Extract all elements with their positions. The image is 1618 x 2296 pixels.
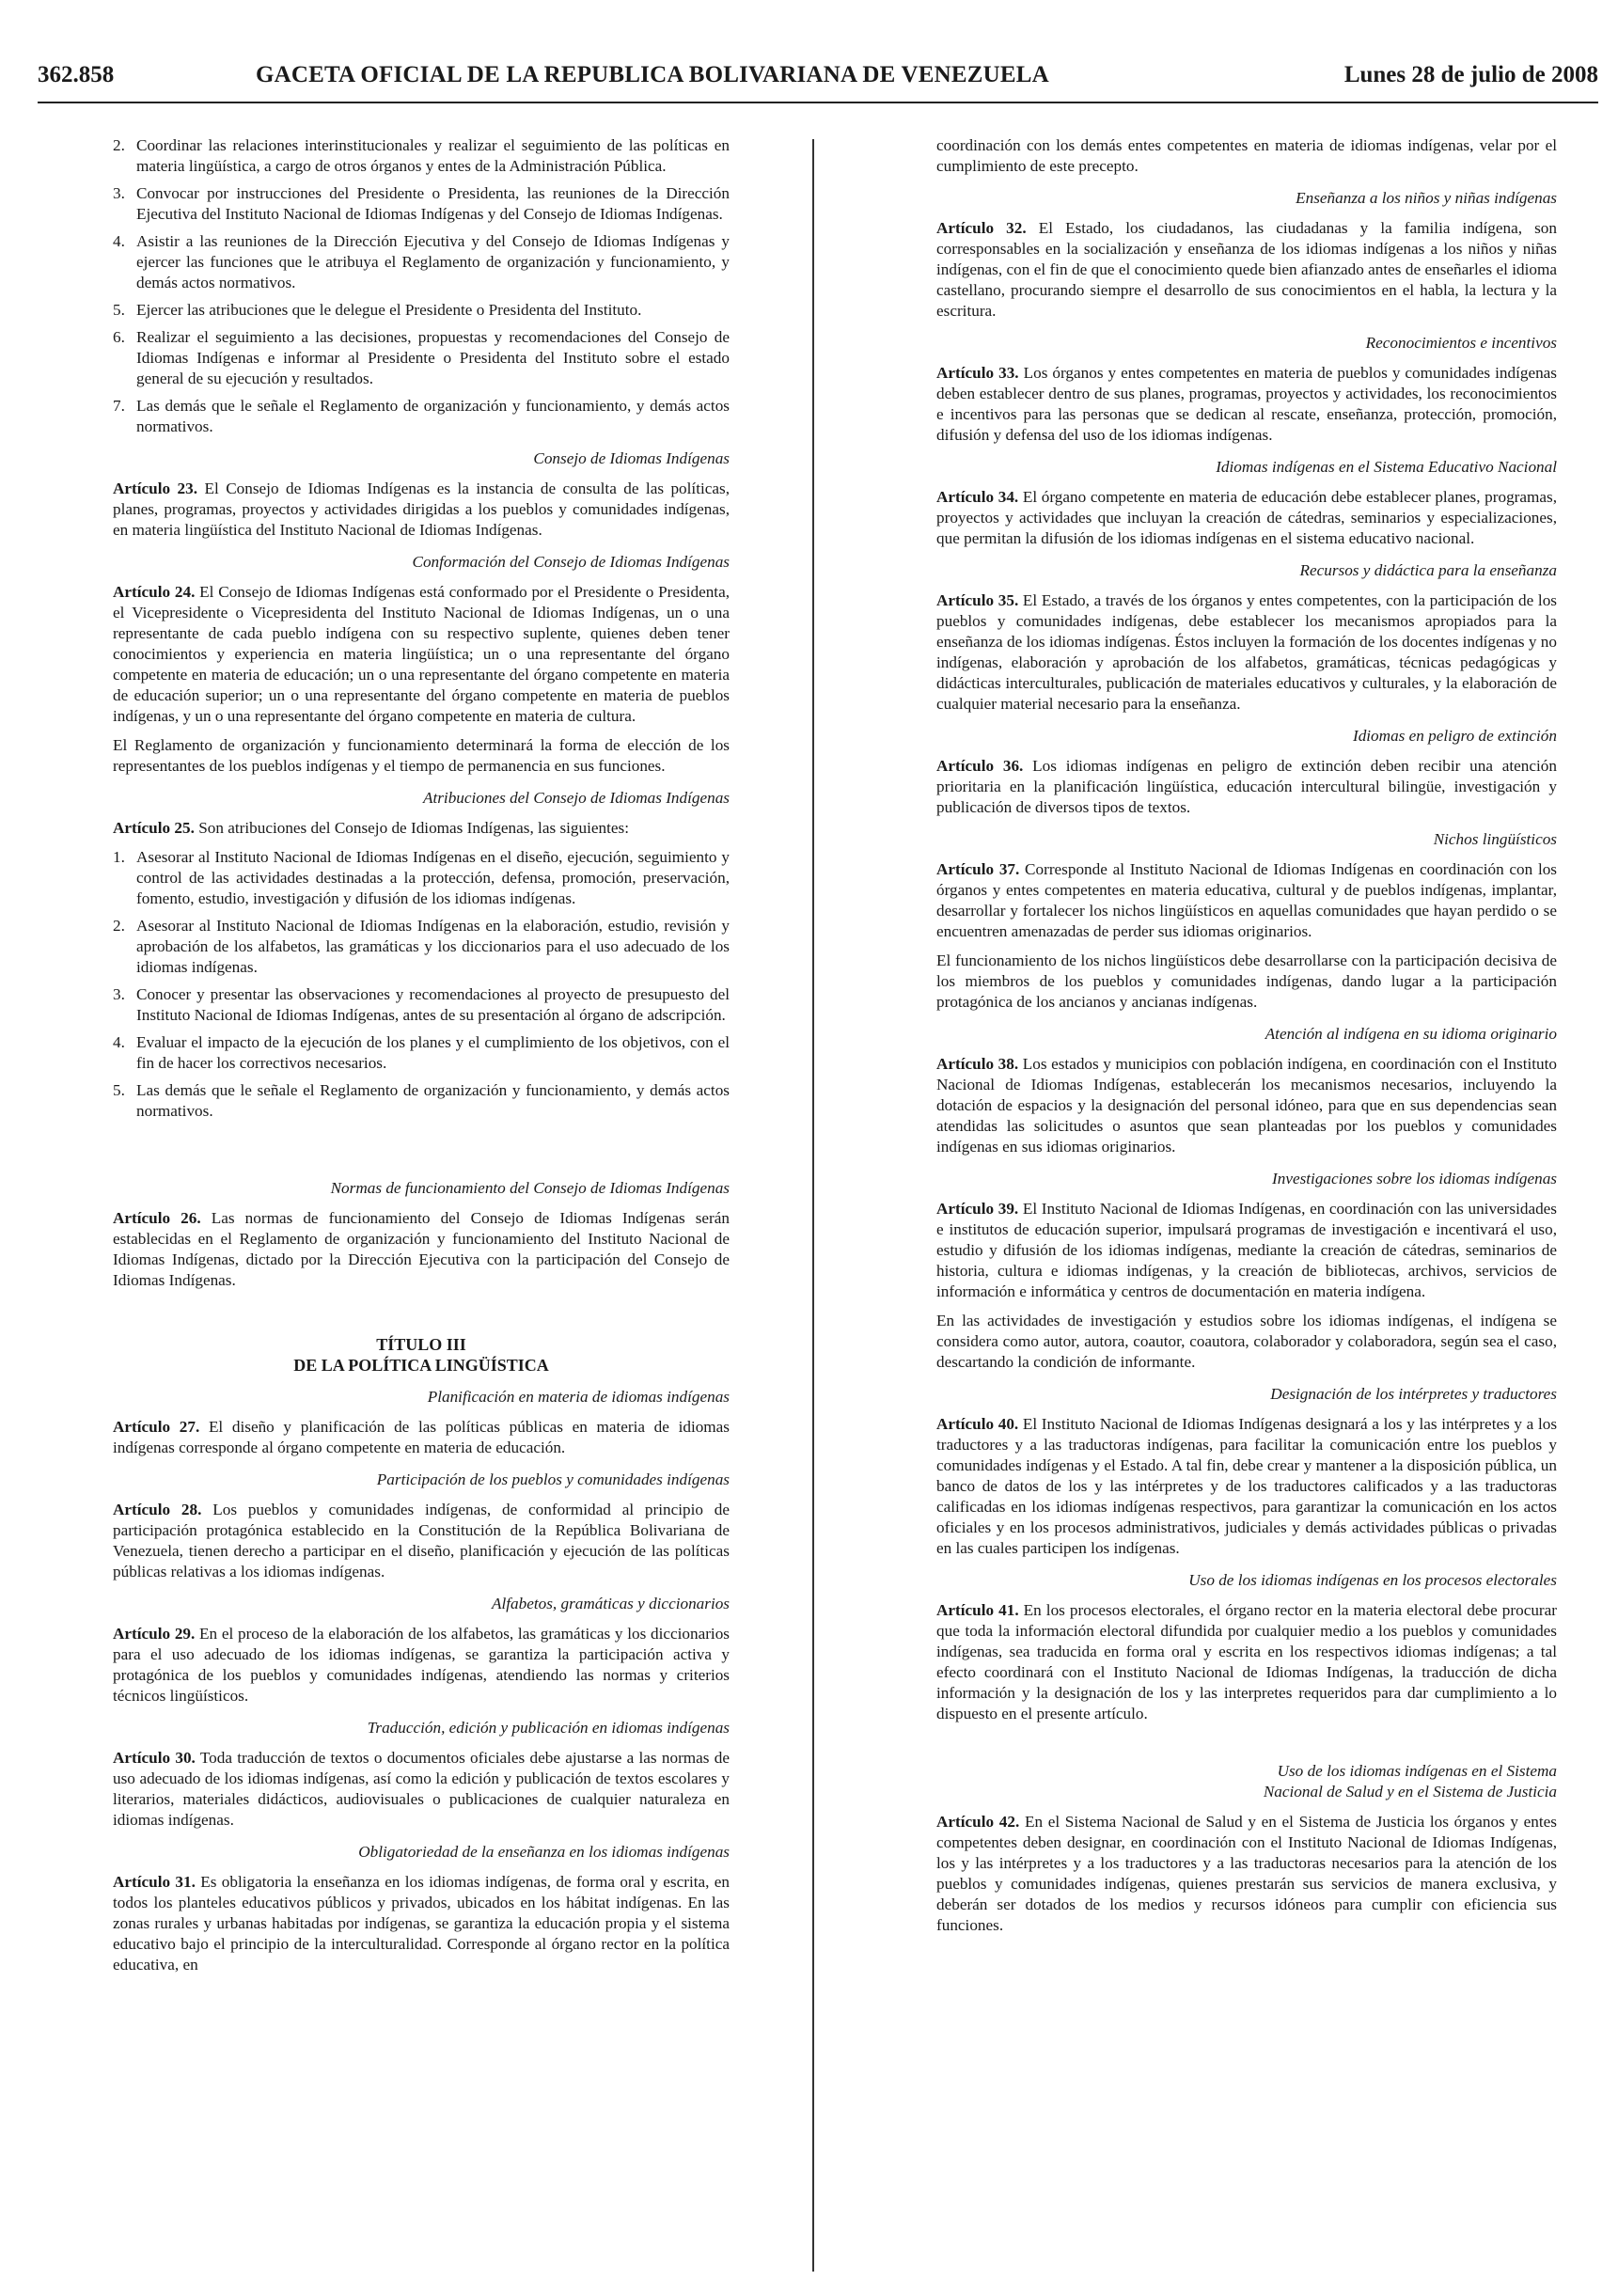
article-26: Artículo 26. Las normas de funcionamiento del Consejo de Idiomas Indígenas serán establecidas en el Reglamento de organización y funcionamiento del Instituto Nacional de Idiomas Indígenas, dictado por la Dirección Ejecutiva con la participación del Consejo de Idiomas Indígenas. xyxy=(113,1209,730,1289)
article-40: Artículo 40. El Instituto Nacional de Idiomas Indígenas designará a los y las intérpretes y a los traductores y a las traductoras indígenas, para facilitar la comunicación entre los pueblos y comunidades indígenas y el Estado. A tal fin, debe crear y mantener a la disposición pública, un banco de datos de los y las intérpretes y de los traductores calificados y a las traductoras calificadas en los idiomas indígenas respectivos, para garantizar la comunicación en los actos oficiales y en los procesos administrativos, judiciales y demás actividades públicas o privadas en las cuales participen los indígenas. xyxy=(936,1415,1558,1557)
article-37: Artículo 37. Corresponde al Instituto Nacional de Idiomas Indígenas en coordinación con los órganos y entes competentes en materia educativa, cultural y de pueblos indígenas, implantar, desarrollar y fortalecer los nichos lingüísticos en aquellas comunidades que hayan perdido o se encuentren amenazadas de perder sus idiomas originarios. xyxy=(936,860,1557,940)
article-38: Artículo 38. Los estados y municipios con población indígena, en coordinación con el Instituto Nacional de Idiomas Indígenas, establecerán los mecanismos necesarios, incluyendo la dotación de espacios y la designación del personal idóneo, para que en sus dependencias sean atendidas las solicitudes o asuntos que sean planteadas por los pueblos y comunidades indígenas en sus idiomas originarios. xyxy=(936,1055,1557,1156)
column-divider xyxy=(812,139,814,2272)
list-item: 2. Coordinar las relaciones interinstitucionales y realizar el seguimiento de las políticas en materia lingüística, a cargo de otros órganos y entes de la Administración Pública. xyxy=(113,136,730,175)
article-30: Artículo 30. Toda traducción de textos o documentos oficiales debe ajustarse a las normas de uso adecuado de los idiomas indígenas, así como la edición y publicación de textos escolares y literarios, materiales didácticos, audiovisuales o publicaciones de cualquier naturaleza en idiomas indígenas. xyxy=(113,1749,730,1829)
section-heading: Uso de los idiomas indígenas en los procesos electorales xyxy=(1188,1571,1557,1589)
title-number: TÍTULO III xyxy=(376,1335,466,1354)
article-39-paragraph: En las actividades de investigación y estudios sobre los idiomas indígenas, el indígena se considera como autor, autora, coautor, coautora, colaborador y colaboradora, según sea el caso, descartando la condición de informante. xyxy=(936,1312,1557,1371)
section-heading: Alfabetos, gramáticas y diccionarios xyxy=(491,1595,730,1612)
article-25: Artículo 25. Son atribuciones del Consejo de Idiomas Indígenas, las siguientes: xyxy=(113,819,629,837)
section-heading: Consejo de Idiomas Indígenas xyxy=(533,449,730,467)
section-heading: Atribuciones del Consejo de Idiomas Indígenas xyxy=(422,789,730,807)
list-item: 5. Ejercer las atribuciones que le delegue el Presidente o Presidenta del Instituto. xyxy=(113,301,642,319)
section-heading: Designación de los intérpretes y traductores xyxy=(1270,1385,1557,1403)
article-41: Artículo 41. En los procesos electorales, el órgano rector en la materia electoral debe procurar que toda la información electoral difundida por cualquier medio a los pueblos y comunidades indígenas, sea traducida en forma oral y escrita en los respectivos idiomas indígenas; a tal efecto coordinará con el Instituto Nacional de Idiomas Indígenas, la traducción de dicha información y la designación de los y las interpretes requeridos para dar cumplimiento a lo dispuesto en el presente artículo. xyxy=(936,1601,1557,1722)
article-28: Artículo 28. Los pueblos y comunidades indígenas, de conformidad al principio de participación protagónica establecido en la Constitución de la República Bolivariana de Venezuela, tienen derecho a participar en el diseño, planificación y ejecución de las políticas públicas relativas a los idiomas indígenas. xyxy=(113,1501,730,1580)
article-27: Artículo 27. El diseño y planificación de las políticas públicas en materia de idiomas indígenas corresponde al órgano competente en materia de educación. xyxy=(113,1418,730,1456)
article-36: Artículo 36. Los idiomas indígenas en peligro de extinción deben recibir una atención prioritaria en la planificación lingüística, educación intercultural bilingüe, investigación y publicación de diversos tipos de textos. xyxy=(936,757,1557,816)
section-heading: Reconocimientos e incentivos xyxy=(1365,334,1557,352)
page-header xyxy=(38,62,1598,105)
article-24-paragraph: El Reglamento de organización y funcionamiento determinará la forma de elección de los representantes de los pueblos indígenas y el tiempo de permanencia en sus funciones. xyxy=(113,736,730,775)
article-32: Artículo 32. El Estado, los ciudadanos, las ciudadanas y la familia indígena, son corresponsables en la socialización y enseñanza de los idiomas indígenas a los niños y niñas indígenas, con el fin de que el conocimiento quede bien afianzado antes de enseñarles el idioma castellano, procurando siempre el desarrollo de sus conocimientos en el habla, la lectura y la escritura. xyxy=(936,219,1557,320)
article-42: Artículo 42. En el Sistema Nacional de Salud y en el Sistema de Justicia los órganos y entes competentes deben designar, en coordinación con el Instituto Nacional de Idiomas Indígenas, los y las intérpretes y a los traductores y a las traductoras necesarios para la atención de los pueblos y comunidades indígenas, quienes prestarán sus servicios de manera exclusiva, y deberán ser dotados de los medios y recursos idóneos para cumplir con eficiencia sus funciones. xyxy=(936,1813,1557,1934)
article-33: Artículo 33. Los órganos y entes competentes en materia de pueblos y comunidades indígenas deben establecer dentro de sus planes, programas, proyectos y actividades, los reconocimientos e incentivos para las personas que se dedican al rescate, enseñanza, protección, promoción, difusión y defensa del uso de los idiomas indígenas. xyxy=(936,364,1557,444)
article-24: Artículo 24. El Consejo de Idiomas Indígenas está conformado por el Presidente o Presidenta, el Vicepresidente o Vicepresidenta del Instituto Nacional de Idiomas Indígenas, un o una representante de cada pueblo indígena con su respectivo suplente, quienes deben tener conocimientos y experiencia en materia lingüística; un o una representante del órgano competente en materia de educación; un o una representante del órgano competente en materia de educación superior; un o una representante del órgano competente en materia de pueblos indígenas, y un o una representante del órgano competente en materia de cultura. xyxy=(113,583,730,725)
section-heading: Investigaciones sobre los idiomas indígenas xyxy=(1272,1170,1557,1187)
section-heading: Conformación del Consejo de Idiomas Indígenas xyxy=(412,553,730,571)
section-heading: Traducción, edición y publicación en idiomas indígenas xyxy=(367,1719,730,1737)
title-name: DE LA POLÍTICA LINGÜÍSTICA xyxy=(293,1356,549,1375)
section-heading: Normas de funcionamiento del Consejo de Idiomas Indígenas xyxy=(330,1179,730,1197)
right-column xyxy=(936,135,1557,1944)
section-heading: Nacional de Salud y en el Sistema de Justicia xyxy=(1263,1783,1557,1801)
article-23: Artículo 23. El Consejo de Idiomas Indígenas es la instancia de consulta de las políticas, planes, programas, proyectos y actividades dirigidas a los pueblos y comunidades indígenas, en materia lingüística del Instituto Nacional de Idiomas Indígenas. xyxy=(113,480,730,539)
article-34: Artículo 34. El órgano competente en materia de educación debe establecer planes, programas, proyectos y actividades que incluyan la creación de cátedras, seminarios y especializaciones, que permitan la difusión de los idiomas indígenas en el sistema educativo nacional. xyxy=(936,488,1558,547)
duties-list xyxy=(113,135,730,437)
article-39: Artículo 39. El Instituto Nacional de Idiomas Indígenas, en coordinación con las universidades e institutos de educación superior, impulsará programas de investigación e incentivará el uso, estudio y difusión de los idiomas indígenas, mediante la creación de cátedras, seminarios de historia, cultura e idiomas indígenas, y la creación de bibliotecas, archivos, servicios de información e informática y centros de documentación en materia indígena. xyxy=(936,1200,1557,1300)
section-heading: Uso de los idiomas indígenas en el Sistema xyxy=(1277,1762,1557,1780)
section-heading: Planificación en materia de idiomas indígenas xyxy=(427,1388,730,1406)
left-column xyxy=(113,135,730,1984)
section-heading: Atención al indígena en su idioma originario xyxy=(1265,1025,1557,1043)
article-31-continuation: coordinación con los demás entes competentes en materia de idiomas indígenas, velar por el cumplimiento de este precepto. xyxy=(936,136,1557,175)
list-item: 2. Asesorar al Instituto Nacional de Idiomas Indígenas en la elaboración, estudio, revisión y aprobación de los alfabetos, las gramáticas y los diccionarios para el uso adecuado de los idiomas indígenas. xyxy=(113,917,730,976)
page-number: 362.858 xyxy=(38,62,115,87)
publication-title: GACETA OFICIAL DE LA REPUBLICA BOLIVARIANA DE VENEZUELA xyxy=(256,62,1049,87)
header-rule xyxy=(38,102,1598,103)
section-heading: Idiomas en peligro de extinción xyxy=(1352,727,1557,745)
list-item: 5. Las demás que le señale el Reglamento de organización y funcionamiento, y demás actos normativos. xyxy=(113,1081,730,1120)
section-heading: Obligatoriedad de la enseñanza en los idiomas indígenas xyxy=(358,1843,730,1861)
section-heading: Participación de los pueblos y comunidades indígenas xyxy=(376,1470,730,1488)
section-heading: Enseñanza a los niños y niñas indígenas xyxy=(1296,189,1557,207)
list-item: 3. Conocer y presentar las observaciones y recomendaciones al proyecto de presupuesto del Instituto Nacional de Idiomas Indígenas, antes de su presentación al órgano de adscripción. xyxy=(113,985,730,1024)
section-heading: Nichos lingüísticos xyxy=(1433,830,1557,848)
list-item: 1. Asesorar al Instituto Nacional de Idiomas Indígenas en el diseño, ejecución, seguimiento y control de las actividades destinadas a la protección, defensa, promoción, preservación, fomento, estudio, investigación y difusión de los idiomas indígenas. xyxy=(113,848,730,907)
article-31: Artículo 31. Es obligatoria la enseñanza en los idiomas indígenas, de forma oral y escrita, en todos los planteles educativos públicos y privados, ubicados en los hábitat indígenas. En las zonas rurales y urbanas habitadas por indígenas, se garantiza la educación propia y el sistema educativo bajo el principio de la interculturalidad. Corresponde al órgano rector en la política educativa, en xyxy=(113,1873,730,1974)
title-heading xyxy=(113,1334,730,1376)
article-37-paragraph: El funcionamiento de los nichos lingüísticos debe desarrollarse con la participación decisiva de los miembros de los pueblos y comunidades indígenas, dando lugar a la participación protagónica de los ancianos y ancianas indígenas. xyxy=(936,951,1557,1011)
article-35: Artículo 35. El Estado, a través de los órganos y entes competentes, con la participación de los pueblos y comunidades indígenas, debe establecer los mecanismos apropiados para la enseñanza de los idiomas indígenas. Éstos incluyen la formación de los docentes indígenas y no indígenas, elaboración y aprobación de los alfabetos, gramáticas, técnicas pedagógicas y didácticas interculturales, publicación de materiales educativos y culturales, y la elaboración de cualquier material necesario para la enseñanza. xyxy=(936,591,1557,713)
section-heading: Idiomas indígenas en el Sistema Educativo Nacional xyxy=(1216,458,1557,476)
attributions-list xyxy=(113,847,730,1122)
section-heading: Recursos y didáctica para la enseñanza xyxy=(1299,561,1557,579)
list-item: 7. Las demás que le señale el Reglamento de organización y funcionamiento, y demás actos normativos. xyxy=(113,397,730,435)
article-29: Artículo 29. En el proceso de la elaboración de los alfabetos, las gramáticas y los diccionarios para el uso adecuado de los idiomas indígenas, se garantiza la participación activa y protagónica de los pueblos y comunidades indígenas, atendiendo las normas y criterios técnicos lingüísticos. xyxy=(113,1625,730,1705)
list-item: 6. Realizar el seguimiento a las decisiones, propuestas y recomendaciones del Consejo de Idiomas Indígenas e informar al Presidente o Presidenta del Instituto sobre el estado general de su ejecución y resultados. xyxy=(113,328,730,387)
list-item: 4. Evaluar el impacto de la ejecución de los planes y el cumplimiento de los objetivos, con el fin de hacer los correctivos necesarios. xyxy=(113,1033,730,1072)
list-item: 4. Asistir a las reuniones de la Dirección Ejecutiva y del Consejo de Idiomas Indígenas y ejercer las funciones que le atribuya el Reglamento de organización y funcionamiento, y demás actos normativos. xyxy=(113,232,730,291)
list-item: 3. Convocar por instrucciones del Presidente o Presidenta, las reuniones de la Dirección Ejecutiva del Instituto Nacional de Idiomas Indígenas y del Consejo de Idiomas Indígenas. xyxy=(113,184,730,223)
publication-date: Lunes 28 de julio de 2008 xyxy=(1343,62,1598,87)
